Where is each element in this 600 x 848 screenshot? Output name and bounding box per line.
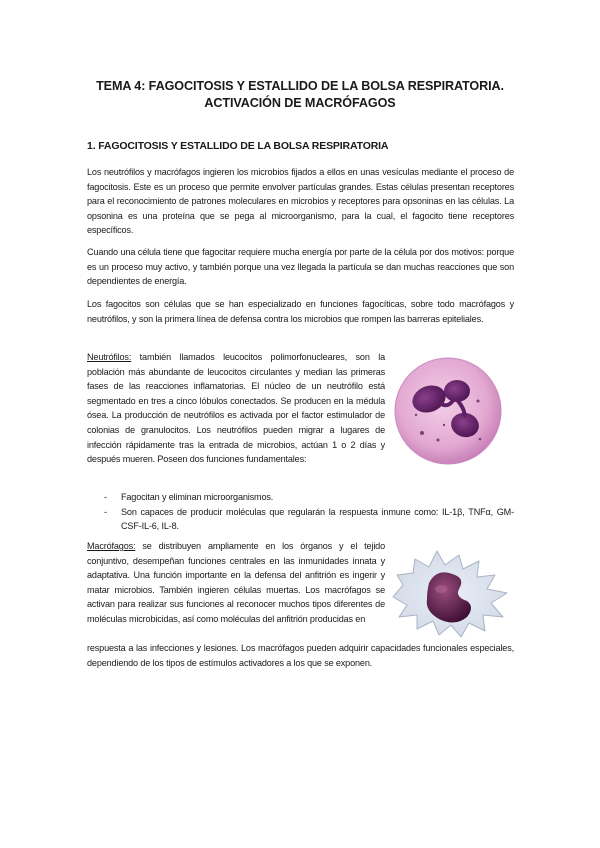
- neutrofilos-label: Neutrófilos:: [87, 352, 132, 362]
- macrophage-image: [385, 545, 513, 640]
- document-title: [60, 78, 540, 112]
- list-item: - Son capaces de producir moléculas que regularán la respuesta inmune como: IL-1β, TNFα, GM-CSF-IL-6, IL-8.: [104, 506, 514, 532]
- macrofagos-label: Macrófagos:: [87, 541, 136, 551]
- list-item: - Fagocitan y eliminan microorganismos.: [104, 490, 514, 505]
- neutrophil-image: [392, 355, 504, 467]
- list-bullet: -: [104, 492, 107, 502]
- macrofagos-text: se distribuyen ampliamente en los órganos y el tejido conjuntivo, desempeñan funciones centrales en las inmunidades innata y adaptativa. Una función importante en la defensa del anfitrión es ingerir y matar microbios. También ingieren células muertas. Los macrófagos se activan para realizar sus funciones al reconocer muchos tipos diferentes de moléculas microbicidas, así como moléculas del anfitrión producidas en: [87, 541, 385, 624]
- paragraph-fagocitosis: Los neutrófilos y macrófagos ingieren los microbios fijados a ellos en unas vesículas mediante el proceso de fagocitosis. Este es un proceso que permite envolver partículas grandes. Estas células presentan receptores para el reconocimiento de patrones moleculares en microbios y receptores para opsoninas en las células. La opsonina es una proteína que se pega al microorganismo, para la cual, el fagocito tiene receptores específicos.: [87, 167, 514, 236]
- section-heading: 1. FAGOCITOSIS Y ESTALLIDO DE LA BOLSA RESPIRATORIA: [87, 140, 389, 152]
- neutrofilos-functions-list: [104, 490, 514, 534]
- title-line-1: TEMA 4: FAGOCITOSIS Y ESTALLIDO DE LA BOLSA RESPIRATORIA.: [96, 79, 504, 93]
- paragraph-macrofagos-cont: respuesta a las infecciones y lesiones. Los macrófagos pueden adquirir capacidades funcionales especiales, dependiendo de los tipos de estímulos activadores a los que se exponen.: [87, 643, 514, 668]
- paragraph-energia: Cuando una célula tiene que fagocitar requiere mucha energía por parte de la célula por dos motivos: porque es un proceso muy activo, y también porque una vez llegada la partícula se dan muchas reacciones que son dependientes de energía.: [87, 247, 514, 287]
- paragraph-fagocitos: Los fagocitos son células que se han especializado en funciones fagocíticas, sobre todo macrófagos y neutrófilos, y son la primera línea de defensa contra los microbios que rompen las barreras epiteliales.: [87, 299, 514, 324]
- paragraph-neutrofilos: [87, 350, 385, 467]
- paragraph-macrofagos: [87, 539, 385, 627]
- neutrofilos-text: también llamados leucocitos polimorfonucleares, son la población más abundante de leucocitos circulantes y median las primeras fases de las reacciones inflamatorias. El núcleo de un neutrófilo está segmentado en tres a cinco lóbulos conectados. Se producen en la médula ósea. La producción de neutrófilos es activada por el factor estimulador de colonias de granulocitos. Los neutrófilos pueden migrar a lugares de infección rápidamente tras la entrada de microbios, actúan 1 o 2 días y después mueren. Poseen dos funciones fundamentales:: [87, 352, 385, 465]
- list-bullet: -: [104, 506, 107, 517]
- title-line-2: ACTIVACIÓN DE MACRÓFAGOS: [204, 96, 396, 110]
